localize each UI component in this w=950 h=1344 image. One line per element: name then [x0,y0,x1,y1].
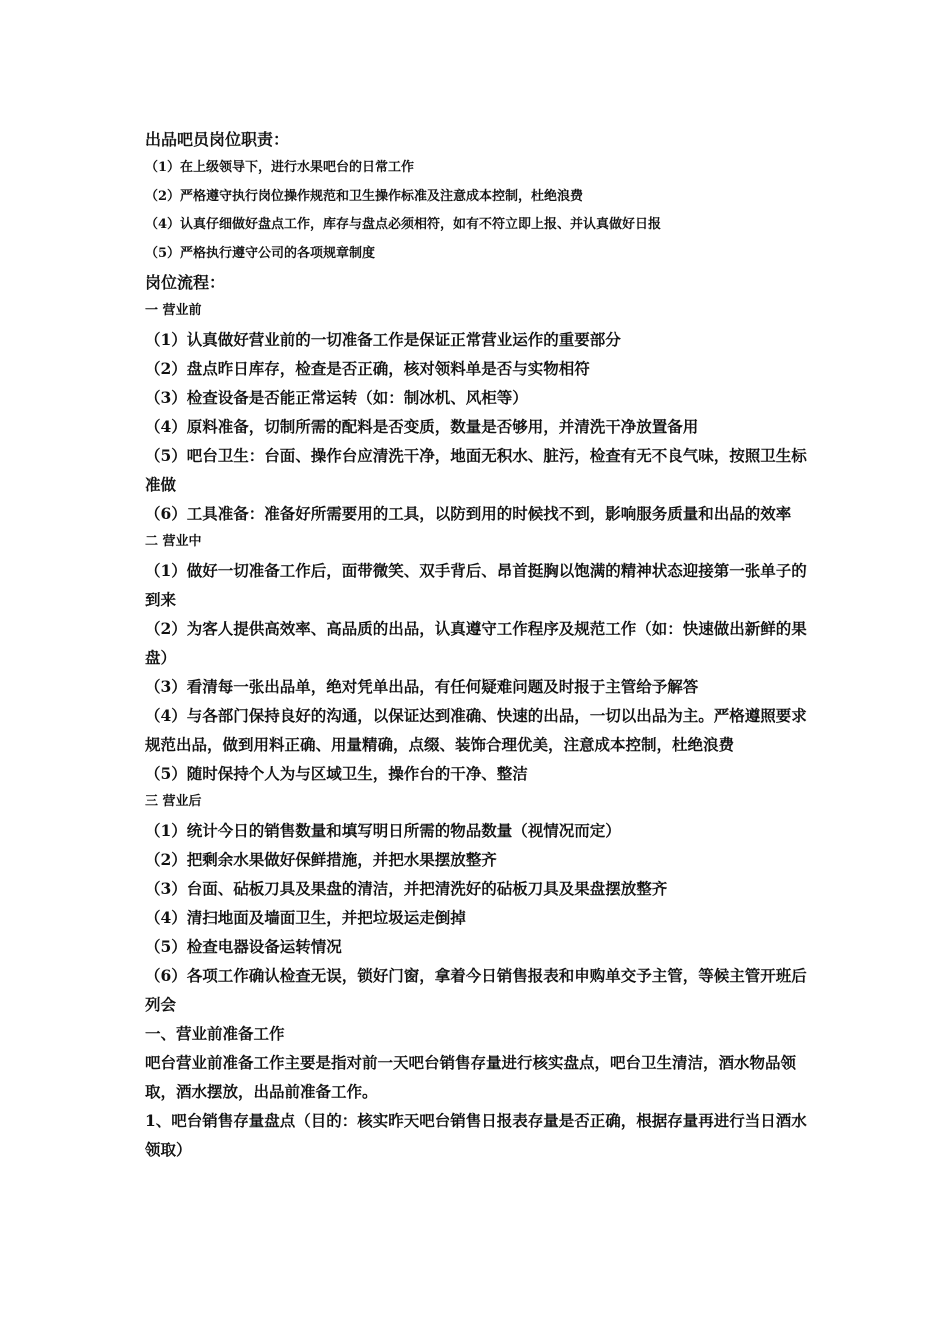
duty-item: （4）认真仔细做好盘点工作，库存与盘点必须相符，如有不符立即上报、并认真做好日报 [145,217,662,232]
during-item: （4）与各部门保持良好的沟通，以保证达到准确、快速的出品，一切以出品为主。严格遵照要求规范出品，做到用料正确、用量精确，点缀、装饰合理优美，注意成本控制，杜绝浪费 [145,706,807,754]
after-item: （4）清扫地面及墙面卫生，并把垃圾运走倒掉 [145,908,466,927]
during-item: （2）为客人提供高效率、高品质的出品，认真遵守工作程序及规范工作（如：快速做出新鲜的果盘） [145,619,807,667]
after-item: （6）各项工作确认检查无误，锁好门窗，拿着今日销售报表和申购单交予主管，等候主管开班后列会 [145,966,807,1014]
before-item: （4）原料准备，切制所需的配料是否变质，数量是否够用，并清洗干净放置备用 [145,417,699,436]
after-heading: 三 营业后 [145,794,202,809]
before-item: （1）认真做好营业前的一切准备工作是保证正常营业运作的重要部分 [145,330,621,349]
duty-item: （2）严格遵守执行岗位操作规范和卫生操作标准及注意成本控制，杜绝浪费 [145,188,584,204]
during-item: （1）做好一切准备工作后，面带微笑、双手背后、昂首挺胸以饱满的精神状态迎接第一张单子的到来 [145,561,807,609]
during-item: （3）看清每一张出品单，绝对凭单出品，有任何疑难问题及时报于主管给予解答 [145,677,699,696]
before-item: （3）检查设备是否能正常运转（如：制冰机、风柜等） [145,388,528,407]
before-item: （5）吧台卫生：台面、操作台应清洗干净，地面无积水、脏污，检查有无不良气味，按照卫生标准做 [145,446,807,494]
prep-item: 1、吧台销售存量盘点（目的：核实昨天吧台销售日报表存量是否正确，根据存量再进行当日酒水领取） [145,1111,807,1159]
duty-item: （1）在上级领导下，进行水果吧台的日常工作 [145,160,415,175]
during-item: （5）随时保持个人为与区域卫生，操作台的干净、整洁 [145,764,528,783]
after-item: （3）台面、砧板刀具及果盘的清洁，并把清洗好的砧板刀具及果盘摆放整齐 [145,879,668,898]
after-item: （2）把剩余水果做好保鲜措施，并把水果摆放整齐 [145,850,497,869]
before-item: （2）盘点昨日库存，检查是否正确，核对领料单是否与实物相符 [145,359,590,378]
prep-heading: 一、营业前准备工作 [145,1024,285,1043]
before-heading: 一 营业前 [145,303,202,318]
prep-paragraph: 吧台营业前准备工作主要是指对前一天吧台销售存量进行核实盘点，吧台卫生清洁，酒水物品领取，酒水摆放，出品前准备工作。 [145,1053,797,1101]
document-page [145,125,815,1164]
duty-item: （5）严格执行遵守公司的各项规章制度 [145,245,376,261]
before-item: （6）工具准备：准备好所需要用的工具，以防到用的时候找不到，影响服务质量和出品的效率 [145,504,792,523]
during-heading: 二 营业中 [145,534,202,549]
process-title: 岗位流程： [145,273,226,292]
after-item: （5）检查电器设备运转情况 [145,937,342,956]
duties-title: 出品吧员岗位职责： [145,130,290,149]
after-item: （1）统计今日的销售数量和填写明日所需的物品数量（视情况而定） [145,821,621,840]
